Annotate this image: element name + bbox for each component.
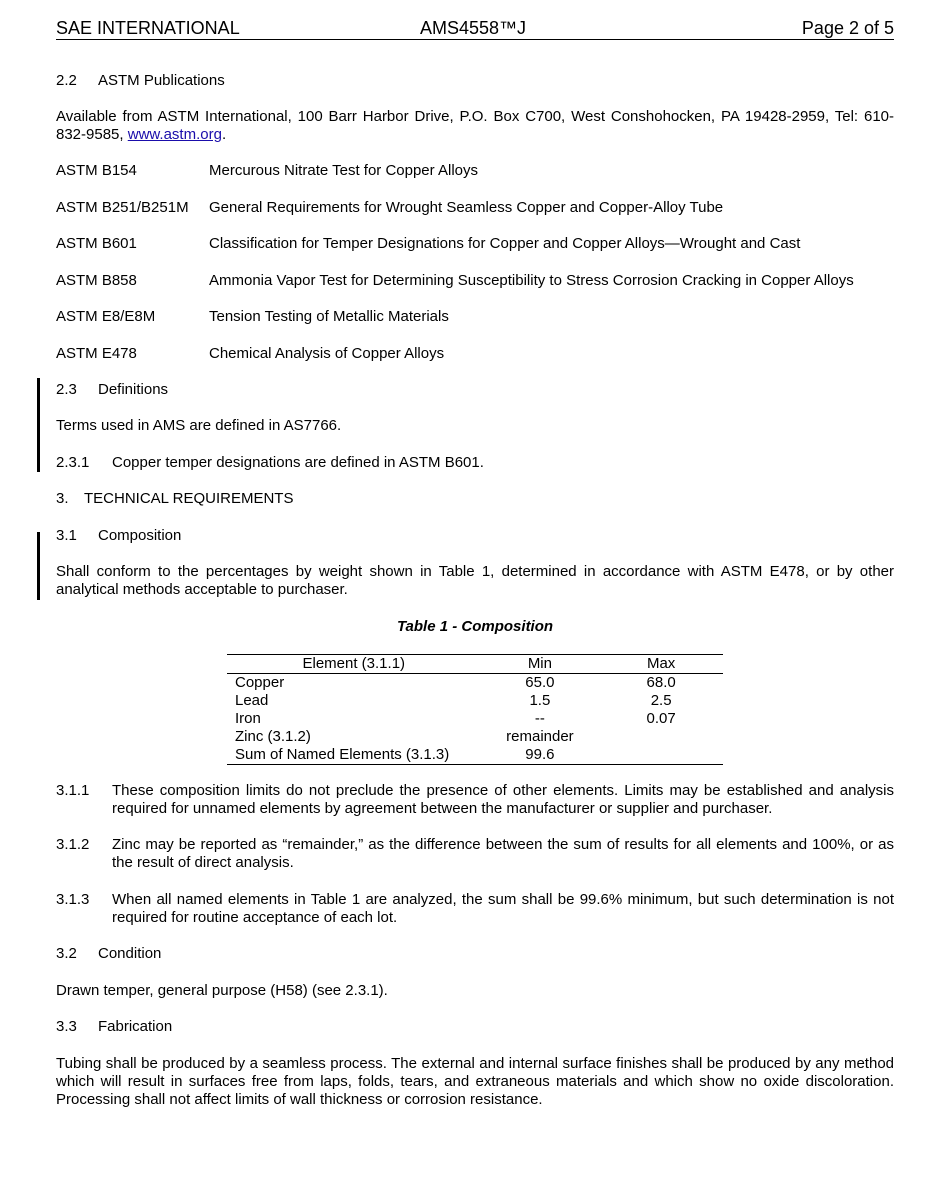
reference-title: Tension Testing of Metallic Materials [209,308,449,325]
table-cell [599,746,723,765]
table-cell: Sum of Named Elements (3.1.3) [227,746,481,765]
reference-title: Mercurous Nitrate Test for Copper Alloys [209,162,478,179]
table-row [227,674,723,693]
condition-paragraph: Drawn temper, general purpose (H58) (see 2.3.1). [56,982,388,999]
table-cell: Lead [235,692,269,709]
table-row [227,728,723,746]
header-doc-id: AMS4558™J [420,18,527,38]
column-header: Max [599,655,723,674]
reference-title: Classification for Temper Designations for Copper and Copper Alloys—Wrought and Cast [209,235,801,252]
table-cell: remainder [506,728,574,745]
reference-title: General Requirements for Wrought Seamless Copper and Copper-Alloy Tube [209,199,724,216]
reference-code: ASTM E8/E8M [56,308,156,325]
fabrication-paragraph: Tubing shall be produced by a seamless process. The external and internal surface finishes shall be produced by any method which will result in surfaces free from laps, folds, tears, and extraneous materials and which show no oxide discoloration. Processing shall not affect limits of wall thickness or corrosion resistance. [56,1055,894,1108]
table-caption: Table 1 - Composition [396,618,554,635]
reference-title: Chemical Analysis of Copper Alloys [209,345,445,362]
section-heading-2-2: 2.2 ASTM Publications [56,72,225,89]
definitions-paragraph: Terms used in AMS are defined in AS7766. [56,417,342,434]
page-header [56,17,894,40]
table-cell: 1.5 [529,692,551,709]
table-cell: 65.0 [525,674,555,691]
table-cell: Copper [235,674,285,691]
section-2-3-1: 2.3.1 Copper temper designations are defined in ASTM B601. [56,454,484,471]
table-row [227,692,723,710]
table-cell: 99.6 [481,746,600,765]
header-page-number: Page 2 of 5 [801,18,894,38]
table-cell: 2.5 [650,692,672,709]
note-3-1-2: 3.1.2 Zinc may be reported as “remainder,” as the difference between the sum of results for all elements and 100%, or as the result of direct analysis. [56,836,894,871]
table-cell: -- [534,710,545,727]
reference-code: ASTM B251/B251M [56,199,189,216]
table-cell: Iron [235,710,261,727]
header-org: SAE INTERNATIONAL [56,18,240,38]
table-cell [599,728,723,746]
note-3-1-3: 3.1.3 When all named elements in Table 1 are analyzed, the sum shall be 99.6% minimum, but such determination is not required for routine acceptance of each lot. [56,891,894,926]
column-header: Element (3.1.1) [227,655,481,674]
column-header: Min [481,655,600,674]
note-3-1-1: 3.1.1 These composition limits do not preclude the presence of other elements. Limits may be established and analysis required for unnamed elements by agreement between the manufacturer or supplier and purchaser. [56,782,894,817]
reference-code: ASTM B154 [56,162,137,179]
astm-availability-paragraph: Available from ASTM International, 100 Barr Harbor Drive, P.O. Box C700, West Conshohocken, PA 19428-2959, Tel: 610-832-9585, www.astm.org. [56,108,894,143]
section-heading-2-3: 2.3 Definitions [56,381,169,398]
reference-code: ASTM B858 [56,272,137,289]
table-row [227,746,723,765]
composition-table [227,654,723,765]
section-heading-3-2: 3.2 Condition [56,945,162,962]
table-cell: Zinc (3.1.2) [235,728,311,745]
astm-website-link[interactable]: www.astm.org [127,126,222,143]
reference-title: Ammonia Vapor Test for Determining Susceptibility to Stress Corrosion Cracking in Copper Alloys [209,272,854,289]
reference-code: ASTM B601 [56,235,137,252]
table-row [227,710,723,728]
change-bar [37,378,40,472]
table-header-row [227,655,723,674]
section-heading-3-3: 3.3 Fabrication [56,1018,173,1035]
table-cell: 68.0 [646,674,676,691]
reference-code: ASTM E478 [56,345,137,362]
table-cell: 0.07 [646,710,676,727]
section-heading-3: 3. TECHNICAL REQUIREMENTS [56,490,294,507]
composition-paragraph: Shall conform to the percentages by weight shown in Table 1, determined in accordance with ASTM E478, or by other analytical methods acceptable to purchaser. [56,563,894,598]
section-heading-3-1: 3.1 Composition [56,527,182,544]
change-bar [37,532,40,600]
